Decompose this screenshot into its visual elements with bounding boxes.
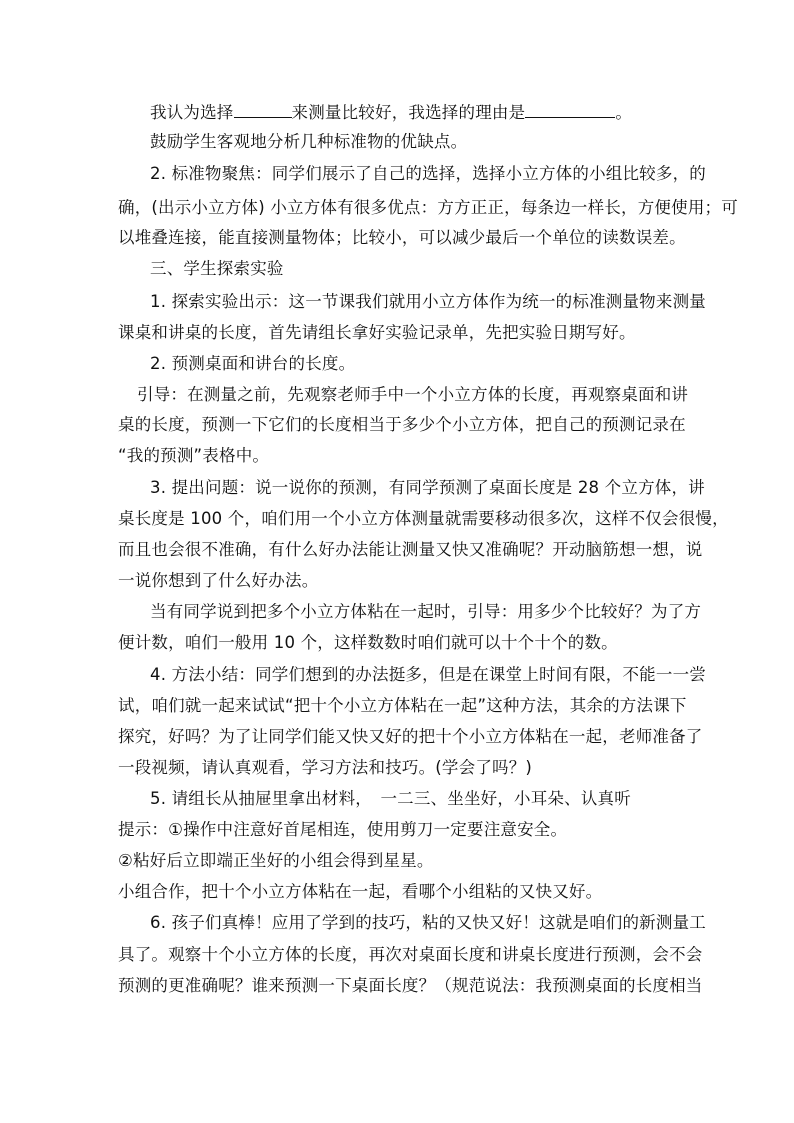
sentence-end: 。	[615, 103, 633, 122]
fill-blank-2	[525, 101, 615, 118]
paragraph-line: 提示：①操作中注意好首尾相连，使用剪刀一定要注意安全。	[118, 820, 568, 839]
sentence-prefix: 我认为选择	[150, 103, 234, 122]
paragraph-line: 试，咱们就一起来试试“把十个小立方体粘在一起”这种方法，其余的方法课下	[118, 696, 687, 715]
paragraph-line: 2. 预测桌面和讲台的长度。	[150, 354, 356, 373]
paragraph-line: 桌长度是 100 个，咱们用一个小立方体测量就需要移动很多次，这样不仅会很慢，	[118, 509, 729, 528]
paragraph-line: 4. 方法小结：同学们想到的办法挺多，但是在课堂上时间有限，不能一一尝	[150, 665, 706, 684]
paragraph-line: 便计数，咱们一般用 10 个，这样数数时咱们就可以十个十个的数。	[118, 633, 618, 652]
paragraph-line: 当有同学说到把多个小立方体粘在一起时，引导：用多少个比较好？为了方	[150, 602, 702, 621]
paragraph-line: 探究，好吗？为了让同学们能又快又好的把十个小立方体粘在一起，老师准备了	[118, 727, 703, 746]
paragraph-line: 小组合作，把十个小立方体粘在一起，看哪个小组粘的又快又好。	[118, 882, 603, 901]
paragraph-line: 1. 探索实验出示：这一节课我们就用小立方体作为统一的标准测量物来测量	[150, 292, 706, 311]
paragraph-line: 课桌和讲桌的长度，首先请组长拿好实验记录单，先把实验日期写好。	[118, 323, 636, 342]
paragraph-line: “我的预测”表格中。	[118, 446, 270, 465]
paragraph-line: 一说你想到了什么好办法。	[118, 571, 319, 590]
paragraph-line: 以堆叠连接，能直接测量物体；比较小，可以减少最后一个单位的读数误差。	[118, 228, 686, 247]
section-heading: 三、学生探索实验	[150, 259, 284, 278]
paragraph-line: 预测的更准确呢？谁来预测一下桌面长度？（规范说法：我预测桌面的长度相当	[118, 976, 703, 995]
sentence-middle: 来测量比较好，我选择的理由是	[291, 103, 526, 122]
paragraph-line	[150, 101, 750, 123]
paragraph-line: ②粘好后立即端正坐好的小组会得到星星。	[118, 851, 434, 870]
fill-blank-1	[234, 101, 292, 118]
paragraph-line: 一段视频，请认真观看，学习方法和技巧。(学会了吗？)	[118, 758, 533, 777]
paragraph-line: 2. 标准物聚焦：同学们展示了自己的选择，选择小立方体的小组比较多，的	[150, 164, 706, 183]
paragraph-line: 引导：在测量之前，先观察老师手中一个小立方体的长度，再观察桌面和讲	[137, 385, 689, 404]
paragraph-line: 5. 请组长从抽屉里拿出材料， 一二三、坐坐好，小耳朵、认真听	[150, 789, 631, 808]
paragraph-line: 而且也会很不准确，有什么好办法能让测量又快又准确呢？开动脑筋想一想，说	[118, 540, 703, 559]
paragraph-line: 6. 孩子们真棒！应用了学到的技巧，粘的又快又好！这就是咱们的新测量工	[150, 913, 706, 932]
paragraph-line: 3. 提出问题：说一说你的预测，有同学预测了桌面长度是 28 个立方体，讲	[150, 478, 705, 497]
paragraph-line: 桌的长度，预测一下它们的长度相当于多少个小立方体，把自己的预测记录在	[118, 415, 686, 434]
paragraph-line: 确，(出示小立方体) 小立方体有很多优点：方方正正，每条边一样长，方便使用；可	[118, 198, 738, 217]
paragraph-line: 鼓励学生客观地分析几种标准物的优缺点。	[150, 132, 468, 151]
paragraph-line: 具了。观察十个小立方体的长度，再次对桌面长度和讲桌长度进行预测，会不会	[118, 945, 703, 964]
